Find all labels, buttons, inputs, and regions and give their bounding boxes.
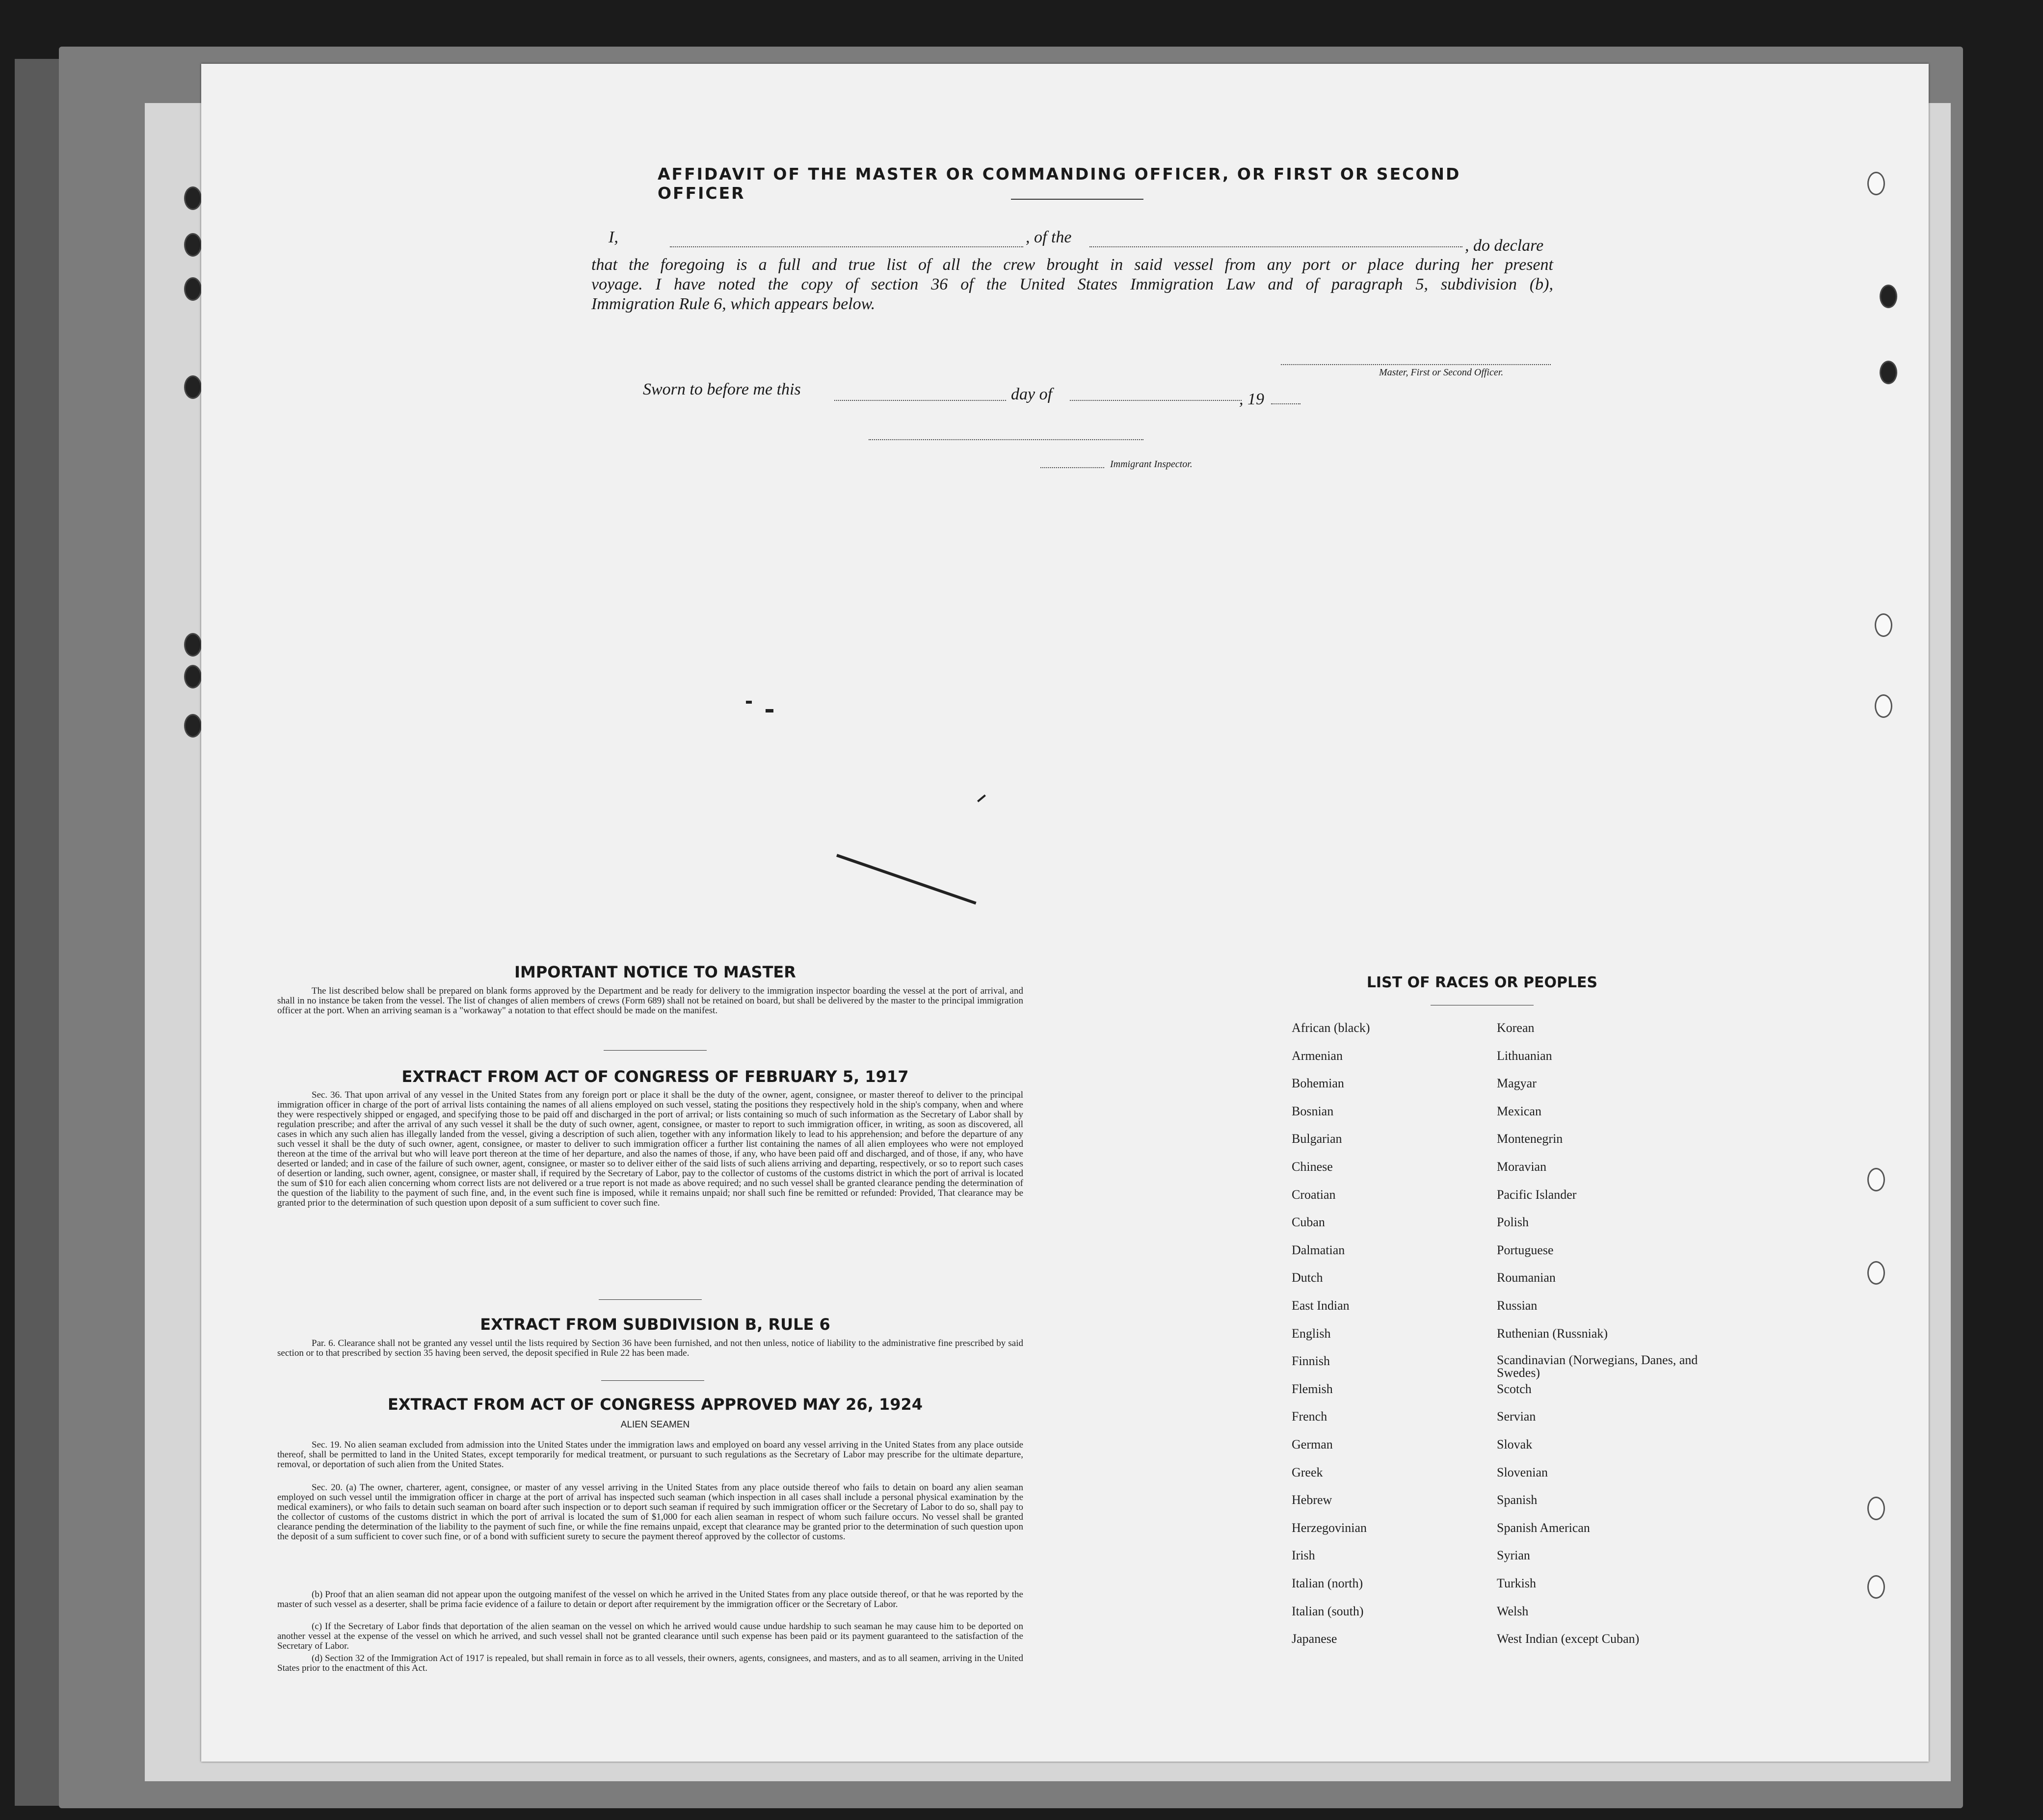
subdivision-text: Par. 6. Clearance shall not be granted any vessel until the lists required by Section 36 have been furnished, and not then unless, notice of liability to the administrative fine prescribed by said section or to that prescribed by section 35 having been served, the deposit specified in Rule 22 has been made. xyxy=(277,1339,1023,1358)
binder-hole xyxy=(1875,613,1892,637)
extract-1917-text: Sec. 36. That upon arrival of any vessel in the United States from any foreign port or place it shall be the duty of the owner, agent, consignee, or master thereof to deliver to the principal immigration officer in charge of the port of arrival lists containing the names of all aliens employed on such vessel, stating the positions they respectively hold in the ship's company, when and where they were respectively shipped or engaged, and specifying those to be paid off and discharged in the port of arrival; or lists containing so much of such information as the Secretary of Labor shall by regulation prescribe; and after the arrival of any such vessel it shall be the duty of such owner, agent, consignee, or master to report to such immigration officer, in writing, as soon as discovered, all cases in which any such alien has illegally landed from the vessel, giving a description of such alien, together with any information likely to lead to his apprehension; and before the departure of any such vessel it shall be the duty of such owner, agent, consignee, or master to deliver to such immigration officer a further list containing the names of all alien employees who were not employed thereon at the time of the arrival but who will leave port thereon at the time of her departure, and also the names of those, if any, who have been paid off and discharged, and of those, if any, who have deserted or landed; and in case of the failure of such owner, agent, consignee, or master so to deliver either of the said lists of such aliens arriving and departing, respectively, or so to report such cases of desertion or landing, such owner, agent, consignee, or master shall, if required by the Secretary of Labor, pay to the collector of customs of the customs district in which the port of arrival is located the sum of $10 for each alien concerning whom correct lists are not delivered or a true report is not made as above required; and no such vessel shall be granted clearance pending the determination of the question of the liability to the payment of such fine, and, in the event such fine is imposed, while it remains unpaid; nor shall such fine be remitted or refunded: Provided, That clearance may be granted prior to the determination of such question upon deposit of a sum sufficient to cover such fine. xyxy=(277,1090,1023,1208)
binder-hole xyxy=(1880,285,1897,308)
race-item: Montenegrin xyxy=(1497,1132,1563,1146)
ink-mark xyxy=(766,709,773,712)
back-sheet-strip xyxy=(15,59,59,1806)
binder-hole xyxy=(184,633,202,657)
binder-hole xyxy=(1867,1497,1885,1520)
race-item: Greek xyxy=(1292,1465,1323,1479)
race-item: Welsh xyxy=(1497,1604,1529,1618)
binder-hole xyxy=(184,375,202,399)
race-item: Herzegovinian xyxy=(1292,1521,1367,1535)
notice-heading: IMPORTANT NOTICE TO MASTER xyxy=(514,963,796,981)
race-item: Spanish American xyxy=(1497,1521,1590,1535)
sworn-year: , 19 xyxy=(1239,390,1264,408)
race-item: Roumanian xyxy=(1497,1270,1556,1285)
race-item: Moravian xyxy=(1497,1160,1547,1174)
race-item: Pacific Islander xyxy=(1497,1187,1577,1202)
race-item: English xyxy=(1292,1326,1331,1341)
binder-hole xyxy=(1875,694,1892,718)
race-item: Bulgarian xyxy=(1292,1132,1342,1146)
inspector-label: Immigrant Inspector. xyxy=(1110,459,1193,470)
notice-text: The list described below shall be prepared on blank forms approved by the Department and be ready for delivery to the immigration inspector boarding the vessel at the port of arrival, and shall in no instance be taken from the vessel. The list of changes of alien members of crews (Form 689) shall not be retained on board, but shall be delivered by the master to the principal immigration officer at the port. When an arriving seaman is a "workaway" a notation to that effect should be made on the manifest. xyxy=(277,986,1023,1016)
extract-1924-paragraph: (d) Section 32 of the Immigration Act of 1917 is repealed, but shall remain in force as to all vessels, their owners, agents, consignees, and masters, and as to all seamen, arriving in the United States prior to the enactment of this Act. xyxy=(277,1654,1023,1673)
section-divider xyxy=(604,1050,707,1051)
binder-hole xyxy=(184,665,202,688)
race-item: Turkish xyxy=(1497,1576,1536,1590)
race-item: Polish xyxy=(1497,1215,1529,1229)
master-label: Master, First or Second Officer. xyxy=(1379,367,1504,378)
title-divider xyxy=(1011,199,1143,200)
binder-hole xyxy=(1867,1261,1885,1285)
race-item: French xyxy=(1292,1409,1327,1424)
affidavit-i: I, xyxy=(609,228,618,246)
race-item: East Indian xyxy=(1292,1298,1350,1313)
sworn-month-blank xyxy=(1070,400,1242,401)
affidavit-body-line: that the foregoing is a full and true list of all the crew brought in said vessel from any port or place during her present xyxy=(591,256,1553,274)
race-item: Finnish xyxy=(1292,1354,1330,1368)
sworn-prefix: Sworn to before me this xyxy=(643,380,801,398)
race-item: Irish xyxy=(1292,1548,1315,1562)
binder-hole xyxy=(1867,172,1885,195)
race-item: African (black) xyxy=(1292,1021,1370,1035)
sworn-year-blank xyxy=(1271,403,1300,404)
affidavit-title: AFFIDAVIT OF THE MASTER OR COMMANDING OFFICER, OR FIRST OR SECOND OFFICER xyxy=(658,164,1461,203)
race-item: Servian xyxy=(1497,1409,1536,1424)
race-item: German xyxy=(1292,1437,1333,1451)
race-item: Magyar xyxy=(1497,1076,1537,1090)
race-item: Hebrew xyxy=(1292,1493,1332,1507)
race-item: Scotch xyxy=(1497,1382,1532,1396)
binder-hole xyxy=(184,277,202,301)
race-item: Flemish xyxy=(1292,1382,1333,1396)
affidavit-of-the: , of the xyxy=(1026,228,1072,246)
binder-hole xyxy=(184,233,202,257)
race-item: Lithuanian xyxy=(1497,1049,1552,1063)
section-divider xyxy=(599,1299,702,1300)
binder-hole xyxy=(1867,1575,1885,1599)
race-item: Korean xyxy=(1497,1021,1535,1035)
affidavit-body xyxy=(591,255,1553,314)
race-item: Bohemian xyxy=(1292,1076,1344,1090)
extract-1924-paragraph: (b) Proof that an alien seaman did not appear upon the outgoing manifest of the vessel on which he arrived in the United States from any place outside thereof, or that he was reported by the master of such vessel as a deserter, shall be prima facie evidence of a failure to detain or deport after requirement by the immigration officer or the Secretary of Labor. xyxy=(277,1590,1023,1609)
race-item: Italian (north) xyxy=(1292,1576,1363,1590)
affidavit-body-line: Immigration Rule 6, which appears below. xyxy=(591,295,876,313)
race-item: Bosnian xyxy=(1292,1104,1334,1118)
section-divider xyxy=(601,1380,704,1381)
race-item: Ruthenian (Russniak) xyxy=(1497,1326,1608,1341)
inspector-dots xyxy=(1040,467,1104,468)
race-item: Slovenian xyxy=(1497,1465,1548,1479)
sworn-day-of: day of xyxy=(1011,385,1053,403)
race-item: Mexican xyxy=(1497,1104,1541,1118)
race-item: West Indian (except Cuban) xyxy=(1497,1632,1640,1646)
inspector-signature-line xyxy=(869,439,1143,440)
sworn-day-blank xyxy=(834,400,1006,401)
race-item: Italian (south) xyxy=(1292,1604,1364,1618)
race-item: Cuban xyxy=(1292,1215,1325,1229)
binder-hole xyxy=(1880,361,1897,384)
extract-1917-heading: EXTRACT FROM ACT OF CONGRESS OF FEBRUARY 5, 1917 xyxy=(401,1067,909,1086)
race-item: Dalmatian xyxy=(1292,1243,1345,1257)
master-signature-line xyxy=(1281,364,1551,365)
name-blank xyxy=(670,246,1023,247)
extract-1924-heading: EXTRACT FROM ACT OF CONGRESS APPROVED MAY 26, 1924 xyxy=(387,1395,923,1414)
affidavit-body-line: voyage. I have noted the copy of section 36 of the United States Immigration Law and of paragraph 5, subdivision (b), xyxy=(591,275,1553,293)
race-item: Russian xyxy=(1497,1298,1538,1313)
binder-hole xyxy=(1867,1168,1885,1191)
race-item: Slovak xyxy=(1497,1437,1533,1451)
extract-1924-paragraph: Sec. 19. No alien seaman excluded from admission into the United States under the immigration laws and employed on board any vessel arriving in the United States from any place outside thereof, shall be permitted to land in the United States, except temporarily for medical treatment, or pursuant to such regulations as the Secretary of Labor may prescribe for the ultimate departure, removal, or deportation of such alien from the United States. xyxy=(277,1440,1023,1470)
race-item: Chinese xyxy=(1292,1160,1333,1174)
binder-hole xyxy=(184,714,202,738)
extract-1924-paragraph: (c) If the Secretary of Labor finds that deportation of the alien seaman on the vessel on which he arrived would cause undue hardship to such seaman he may cause him to be deported on another vessel at the expense of the vessel on which he arrived, and such vessel shall not be granted clearance until such expense has been paid or its payment guaranteed to the satisfaction of the Secretary of Labor. xyxy=(277,1622,1023,1651)
subdivision-heading: EXTRACT FROM SUBDIVISION B, RULE 6 xyxy=(480,1315,830,1334)
race-item: Croatian xyxy=(1292,1187,1336,1202)
race-item: Portuguese xyxy=(1497,1243,1554,1257)
alien-seamen-subheading: ALIEN SEAMEN xyxy=(620,1420,690,1430)
race-item: Spanish xyxy=(1497,1493,1538,1507)
vessel-blank xyxy=(1089,246,1462,247)
race-item: Dutch xyxy=(1292,1270,1323,1285)
race-item: Armenian xyxy=(1292,1049,1343,1063)
extract-1924-paragraph: Sec. 20. (a) The owner, charterer, agent, consignee, or master of any vessel arriving in the United States from any place outside thereof who fails to detain on board any alien seaman employed on such vessel until the immigration officer in charge at the port of arrival has inspected such seaman (which inspection in all cases shall include a personal physical examination by the medical examiners), or who fails to detain such seaman on board after such inspection or to deport such seaman if required by such immigration officer or the Secretary of Labor to do so, shall pay to the collector of customs of the customs district in which the port of arrival is located the sum of $1,000 for each alien seaman in respect of whom such failure occurs. No vessel shall be granted clearance pending the determination of the liability to the payment of such fine, or while the fine remains unpaid, except that clearance may be granted prior to the determination of such question upon the deposit of a sum sufficient to cover such fine, or of a bond with sufficient surety to secure the payment thereof approved by the collector of customs. xyxy=(277,1483,1023,1542)
ink-mark xyxy=(746,701,752,704)
race-item: Syrian xyxy=(1497,1548,1530,1562)
affidavit-declare: , do declare xyxy=(1465,237,1544,255)
race-item: Japanese xyxy=(1292,1632,1337,1646)
race-item: Scandinavian (Norwegians, Danes, and Swedes) xyxy=(1497,1353,1698,1380)
races-heading: LIST OF RACES OR PEOPLES xyxy=(1366,974,1598,991)
binder-hole xyxy=(184,186,202,210)
